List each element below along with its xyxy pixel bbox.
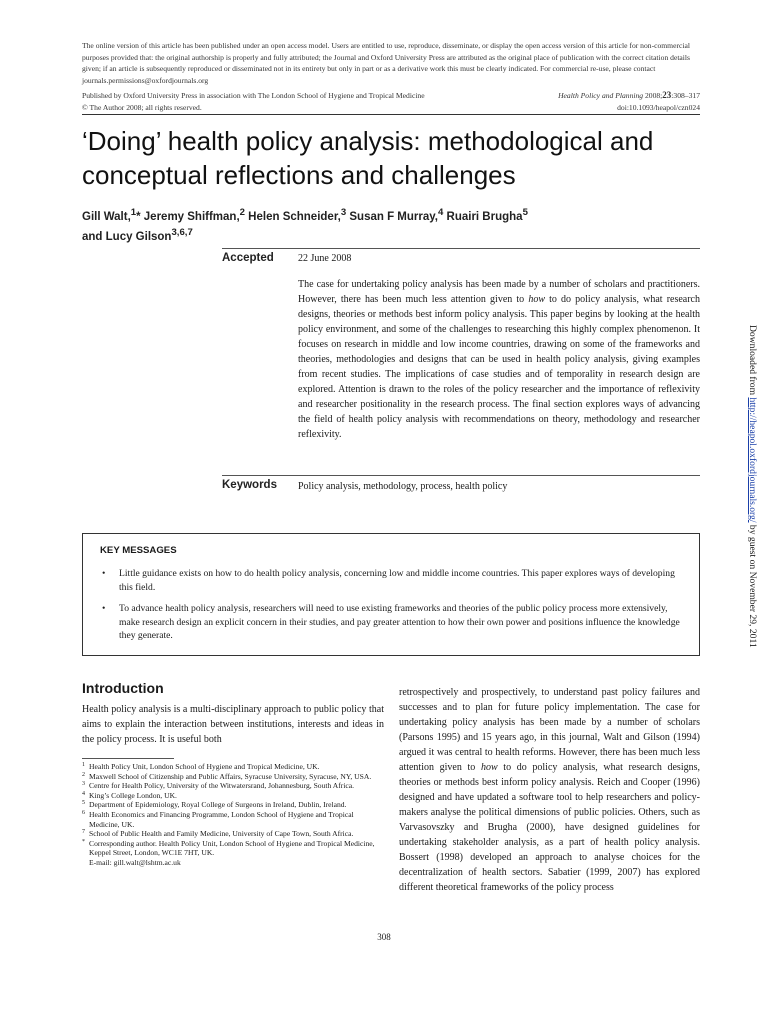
footnote — [82, 839, 384, 858]
author-list — [82, 205, 702, 245]
footnote-text: School of Public Health and Family Medicine, University of Cape Town, South Africa. — [89, 829, 354, 839]
abstract-text-2: to do policy analysis, what research designs, theories or methods best inform policy analysis. This paper begins by looking at the health policy environment, and some of the challenges to researching this highly complex phenomenon. It focuses on research in middle and low income countries, drawing on some of the frameworks and theories, methodologies and designs that can be used in health policy analysis, giving examples from recent studies. The implications of case studies and of temporality in research design are explored. Attention is drawn to the roles of the policy researcher and the importance of reflexivity and researcher positionality in the research process. The final section explores ways of advancing the field of health policy analysis with recommendations on theory, methodology and researcher reflexivity. — [298, 294, 700, 440]
key-messages-title: KEY MESSAGES — [100, 545, 177, 556]
footnote-mark: * — [82, 838, 85, 845]
abstract — [298, 277, 700, 442]
footnote-mark: 4 — [82, 790, 85, 797]
footnote-rule — [82, 758, 174, 759]
key-message-text: To advance health policy analysis, researchers will need to use existing frameworks and theories of the public policy process more extensively, make research design an explicit concern in their studies, and pay greater attention to how their own power and positions influence the knowledge they generate. — [119, 603, 680, 641]
footnote — [82, 791, 384, 801]
key-message-item — [100, 602, 690, 643]
accepted-rule — [222, 248, 700, 249]
accepted-date: 22 June 2008 — [298, 253, 352, 264]
intro-emphasis: how — [480, 762, 498, 773]
journal-year: 2008; — [644, 91, 663, 100]
journal-pages: :308–317 — [671, 91, 700, 100]
footnote — [82, 810, 384, 829]
footnote-text: King’s College London, UK. — [89, 790, 177, 800]
intro-text-1: retrospectively and prospectively, to understand past policy failures and successes and to plan for future policy implementation. The case for undertaking policy analysis has been made by a number of scholars (Parsons 1995) and 15 years ago, in this journal, Walt and Gilson (1994) argued it was central to health reforms. However, there has been much less attention given to — [399, 687, 700, 773]
right-column — [399, 685, 700, 895]
footnote-text: Health Economics and Financing Programme, London School of Hygiene and Tropical Medicine, UK. — [89, 809, 354, 829]
footnote-text: Corresponding author. Health Policy Unit, London School of Hygiene and Tropical Medicine, Keppel Street, London, WC1E 7HT, UK. — [89, 838, 375, 858]
abstract-text-1: The case for undertaking policy analysis has been made by a number of scholars and practitioners. However, there has been much less attention given to — [298, 279, 700, 305]
footnote-text: Health Policy Unit, London School of Hygiene and Tropical Medicine, UK. — [89, 762, 320, 771]
footnote-mark: 7 — [82, 829, 85, 836]
article-title: ‘Doing’ health policy analysis: methodological and conceptual reflections and challenges — [82, 126, 654, 190]
citation-info — [558, 90, 700, 113]
copyright-line: © The Author 2008; all rights reserved. — [82, 102, 202, 112]
footnote — [82, 829, 384, 839]
keywords-label: Keywords — [222, 479, 277, 491]
download-notice — [747, 325, 758, 648]
footnote-mark: 1 — [82, 762, 85, 768]
authors-line-1: Gill Walt,$^1$* Jeremy Shiffman,$^2$ Helen Schneider,$^3$ Susan F Murray,$^4$ Ruairi Brugha$^5$ — [82, 207, 528, 223]
doi: doi:10.1093/heapol/czn024 — [617, 102, 700, 112]
abstract-emphasis: how — [528, 294, 545, 305]
key-message-item — [100, 567, 690, 594]
footnote-text: E-mail: gill.walt@lshtm.ac.uk — [89, 857, 181, 867]
intro-text-2: to do policy analysis, what research designs, theories or methods best inform policy analysis. Reich and Cooper (1996) designed and have updated a software tool to help researchers and policy-makers analyse the political dimensions of public policies. Others, such as Varvasovszky and Brugha (2000), have designed guidelines for undertaking stakeholder analysis, as a part of health policy analysis. Bossert (1998) developed an approach to analyse choices for the decentralization of health sectors. Sabatier (1999, 2007) has explored different theoretical frameworks of the policy process — [399, 762, 700, 893]
footnote-text: Centre for Health Policy, University of the Witwatersrand, Johannesburg, South Africa. — [89, 781, 355, 791]
header-rule — [82, 114, 700, 115]
download-link[interactable]: http://heapol.oxfordjournals.org/ — [747, 397, 758, 523]
keywords-rule — [222, 475, 700, 476]
footnotes — [82, 762, 384, 868]
footnote — [82, 772, 384, 782]
accepted-label: Accepted — [222, 252, 274, 264]
key-messages-box — [82, 533, 700, 656]
footnote-email — [82, 858, 384, 868]
intro-paragraph-right — [399, 685, 700, 895]
page-number: 308 — [377, 932, 391, 942]
journal-name: Health Policy and Planning — [558, 91, 644, 100]
open-access-notice: The online version of this article has been published under an open access model. Users are entitled to use, reproduce, disseminate, or display the open access version of this article for non-commercial purposes provided that: the original authorship is properly and fully attributed; the Journal and Oxford University Press are attributed as the original place of publication with the correct citation details given; if an article is subsequently reproduced or disseminated not in its entirety but only in part or as a derivative work this must be clearly indicated. For commercial re-use, please contact journals.permissions@oxfordjournals.org — [82, 41, 690, 85]
authors-line-2: and Lucy Gilson$^{3,6,7}$ — [82, 226, 193, 243]
journal-volume: 23 — [662, 90, 672, 100]
footnote-mark: 3 — [82, 781, 85, 788]
bullet-icon: • — [102, 603, 106, 614]
download-sidebar — [740, 325, 758, 665]
download-suffix: by guest on November 29, 2011 — [747, 522, 758, 648]
publisher-line: Published by Oxford University Press in association with The London School of Hygiene and Tropical Medicine — [82, 91, 425, 100]
publisher-info — [82, 90, 425, 113]
section-heading-introduction: Introduction — [82, 680, 164, 696]
footnote — [82, 800, 384, 810]
left-column — [82, 680, 384, 747]
intro-paragraph-left: Health policy analysis is a multi-disciplinary approach to public policy that aims to explain the interaction between institutions, interests and ideas in the policy process. It is useful both — [82, 704, 384, 745]
footnote-mark: 5 — [82, 800, 85, 807]
footnote — [82, 762, 384, 772]
key-message-text: Little guidance exists on how to do health policy analysis, concerning low and middle income countries. This paper explores ways of developing this field. — [119, 568, 675, 593]
download-prefix: Downloaded from — [747, 325, 758, 398]
keywords: Policy analysis, methodology, process, health policy — [298, 481, 508, 492]
footnote-text: Department of Epidemiology, Royal College of Surgeons in Ireland, Dublin, Ireland. — [89, 800, 347, 810]
footnote-text: Maxwell School of Citizenship and Public Affairs, Syracuse University, Syracuse, NY, USA. — [89, 771, 372, 781]
footnote — [82, 781, 384, 791]
footnote-mark: 6 — [82, 809, 85, 816]
key-messages-list — [100, 567, 690, 651]
bullet-icon: • — [102, 568, 106, 579]
footnote-mark: 2 — [82, 771, 85, 778]
